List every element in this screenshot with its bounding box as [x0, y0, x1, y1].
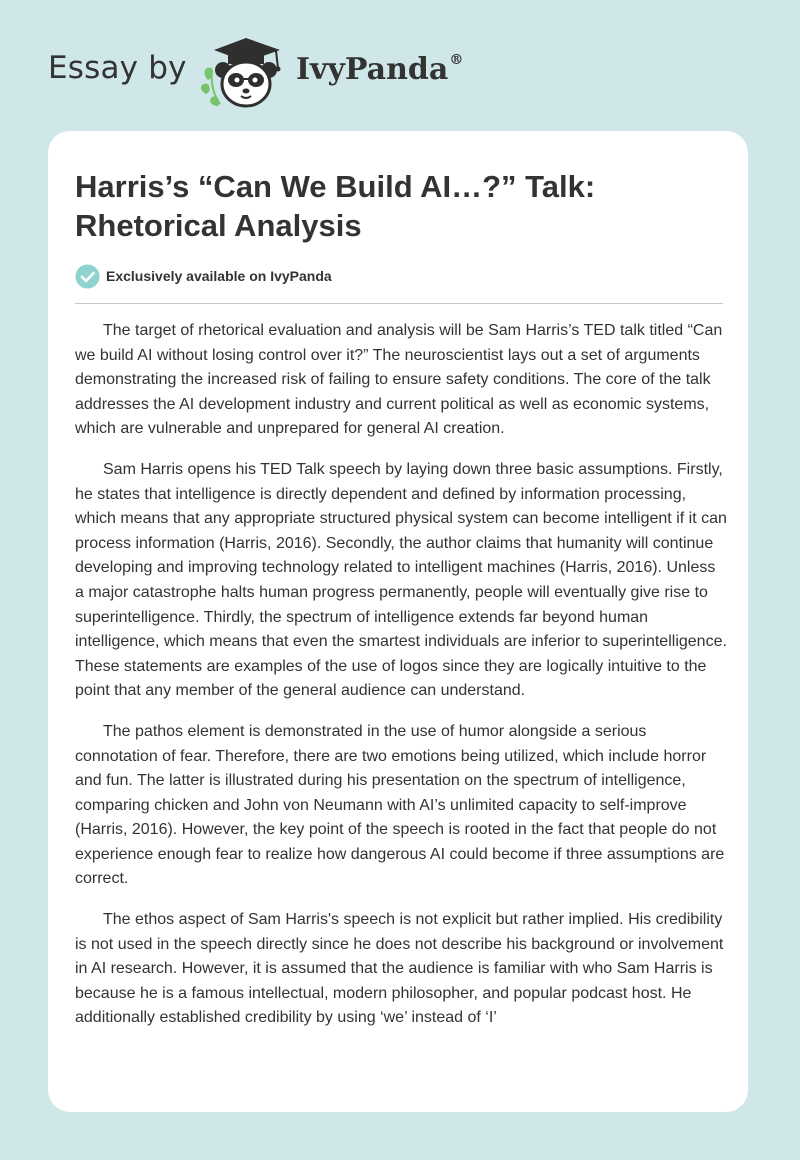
site-header — [0, 0, 800, 130]
paragraph: The target of rhetorical evaluation and analysis will be Sam Harris’s TED talk titled “Can we build AI without losing control over it?” The neuroscientist lays out a set of arguments demonstrating the increased risk of failing to ensure safety conditions. The core of the talk addresses the AI development industry and current political as well as economic systems, which are vulnerable and unprepared for general AI creation. — [75, 322, 723, 438]
exclusive-badge — [75, 263, 332, 289]
essay-body — [75, 319, 727, 1047]
brand-prefix: Essay by — [48, 50, 187, 86]
brand-name[interactable] — [296, 52, 463, 87]
exclusive-badge-text: Exclusively available on IvyPanda — [106, 268, 332, 284]
essay-title: Harris’s “Can We Build AI…?” Talk: Rhetorical Analysis — [75, 169, 596, 243]
essay-card — [48, 131, 748, 1112]
paragraph: Sam Harris opens his TED Talk speech by laying down three basic assumptions. Firstly, he states that intelligence is directly dependent and defined by information processing, which means that any appropriate structured physical system can become intelligent if it can process information (Harris, 2016). Secondly, the author claims that humanity will continue developing and improving technology related to intelligent machines (Harris, 2016). Unless a major catastrophe halts human progress permanently, people will eventually give rise to superintelligence. Thirdly, the spectrum of intelligence extends far beyond human intelligence, which means that even the smartest individuals are inferior to superintelligence. These statements are examples of the use of logos since they are logically intuitive to the point that any member of the general audience can understand. — [75, 460, 727, 700]
paragraph: The pathos element is demonstrated in the use of humor alongside a serious connotation of fear. Therefore, there are two emotions being utilized, which include horror and fun. The latter is illustrated during his presentation on the spectrum of intelligence, comparing chicken and John von Neumann with AI’s unlimited capacity to self-improve (Harris, 2016). However, the key point of the speech is rooted in the fact that people do not experience enough fear to realize how dangerous AI could become if three assumptions are correct. — [75, 722, 725, 888]
panda-graduate-logo-icon[interactable] — [198, 34, 294, 110]
brand-name-text: IvyPanda — [296, 52, 449, 87]
check-circle-icon — [75, 264, 100, 289]
paragraph: The ethos aspect of Sam Harris's speech is not explicit but rather implied. His credibility is not used in the speech directly since he does not describe his background or involvement in AI research. However, it is assumed that the audience is familiar with who Sam Harris is because he is a famous intellectual, modern philosopher, and popular podcast host. He additionally established credibility by using ‘we’ instead of ‘I’ — [75, 911, 724, 1027]
registered-mark: ® — [449, 52, 464, 68]
title-divider — [75, 303, 723, 304]
